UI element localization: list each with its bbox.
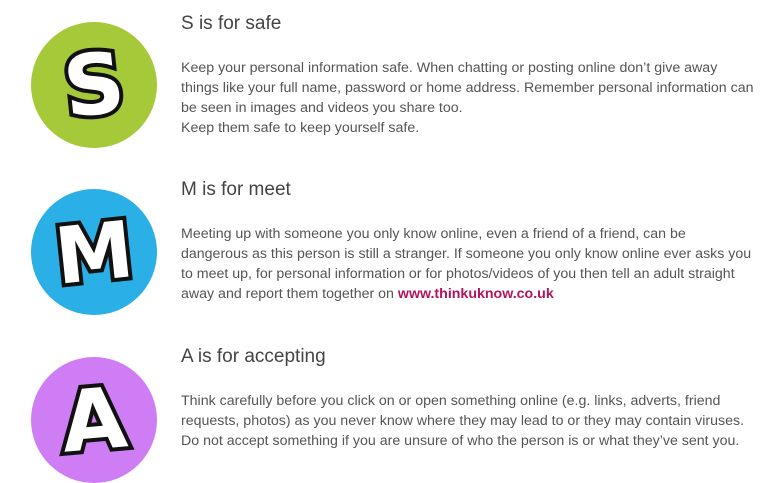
- section-heading: S is for safe: [181, 13, 282, 34]
- paragraph: Think carefully before you click on or open something online (e.g. links, adverts, friend requests, photos) as you never know where they may lead to or they may contain viruses. Do not accept something if you are unsure of who the person is or what they’ve sent you.: [181, 393, 745, 449]
- letter-a-badge-icon: [31, 357, 157, 483]
- paragraph: [181, 224, 756, 304]
- svg-text:S: S: [58, 33, 130, 137]
- svg-text:M: M: [50, 205, 138, 303]
- section-body: [181, 224, 756, 304]
- section-body: [181, 58, 756, 138]
- section-heading: A is for accepting: [181, 346, 326, 367]
- letter-s-badge-icon: [31, 22, 157, 148]
- svg-text:A: A: [57, 368, 131, 472]
- section-body: [181, 391, 756, 451]
- paragraph: Keep them safe to keep yourself safe.: [181, 120, 420, 136]
- thinkuknow-link[interactable]: www.thinkuknow.co.uk: [397, 286, 554, 302]
- letter-m-badge-icon: [31, 189, 157, 315]
- paragraph-text: Meeting up with someone you only know online, even a friend of a friend, can be dangerous as this person is still a stranger. If someone you only know online ever asks you to meet up, for personal information or for photos/videos of you then tell an adult straight away and report them together on: [181, 226, 752, 302]
- paragraph: Keep your personal information safe. When chatting or posting online don’t give away things like your full name, password or home address. Remember personal information can be seen in images and videos you share too.: [181, 60, 754, 116]
- section-heading: M is for meet: [181, 179, 291, 200]
